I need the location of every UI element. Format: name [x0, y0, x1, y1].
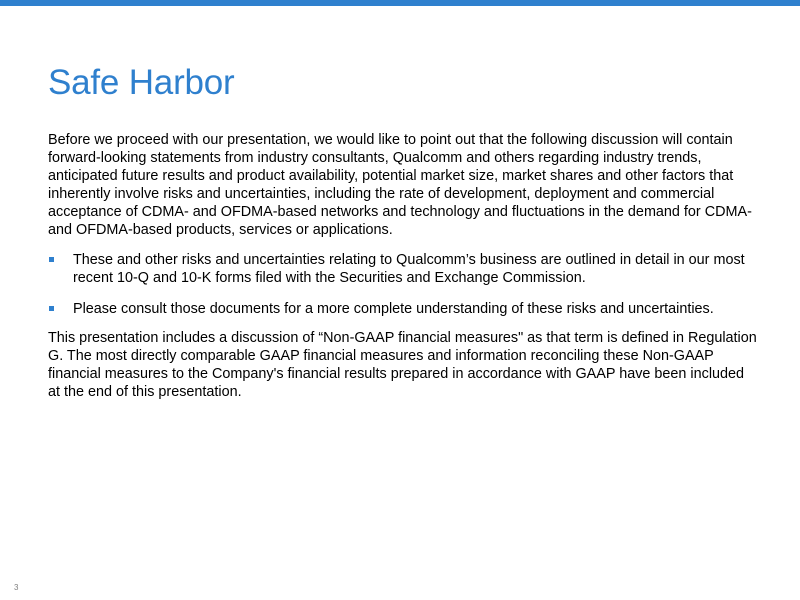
square-bullet-icon: [49, 257, 54, 262]
intro-paragraph: Before we proceed with our presentation, we would like to point out that the following discussion will contain forward-looking statements from industry consultants, Qualcomm and others regarding industry trends, anticipated future results and product availability, potential market size, market shares and other factors that inherently involve risks and uncertainties, including the rate of development, deployment and commercial acceptance of CDMA- and OFDMA-based networks and technology and fluctuations in the demand for CDMA- and OFDMA-based products, services or applications.: [48, 132, 752, 238]
top-accent-bar: [0, 0, 800, 6]
bullet-text: These and other risks and uncertainties relating to Qualcomm’s business are outlined in detail in our most recent 10-Q and 10-K forms filed with the Securities and Exchange Commission.: [73, 252, 745, 286]
page-number: 3: [14, 583, 19, 592]
bullet-item: [48, 251, 760, 287]
bullet-list: [48, 251, 760, 318]
slide-body: [48, 131, 760, 401]
square-bullet-icon: [49, 306, 54, 311]
bullet-text: Please consult those documents for a more complete understanding of these risks and uncertainties.: [73, 301, 714, 317]
slide-title: Safe Harbor: [48, 63, 235, 102]
closing-paragraph: This presentation includes a discussion of “Non-GAAP financial measures" as that term is defined in Regulation G. The most directly comparable GAAP financial measures and information reconciling these Non-GAAP financial measures to the Company's financial results prepared in accordance with GAAP have been included at the end of this presentation.: [48, 330, 757, 400]
bullet-item: [48, 300, 760, 318]
